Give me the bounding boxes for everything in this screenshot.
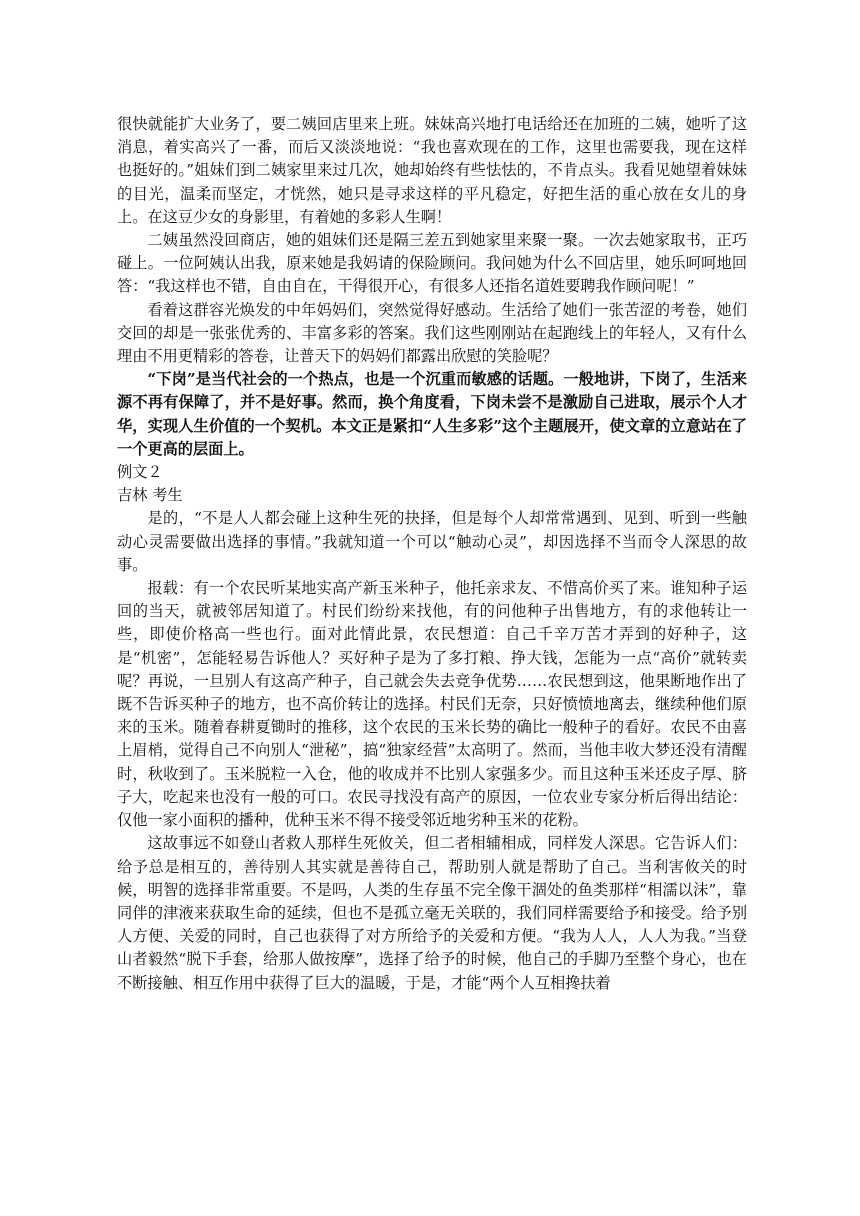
document-page [117, 113, 747, 995]
paragraph-continuation: 很快就能扩大业务了，要二姨回店里来上班。妹妹高兴地打电话给还在加班的二姨，她听了这消息，着实高兴了一番，而后又淡淡地说：“我也喜欢现在的工作，这里也需要我，现在这样也挺好的。”姐妹们到二姨家里来过几次，她却始终有些怯怯的，不肯点头。我看见她望着妹妹的目光，温柔而坚定，才恍然，她只是寻求这样的平凡稳定，好把生活的重心放在女儿的身上。在这豆少女的身影里，有着她的多彩人生啊！ [117, 115, 747, 226]
paragraph-second-aunt-visit: 二姨虽然没回商店，她的姐妹们还是隔三差五到她家里来聚一聚。一次去她家取书，正巧碰上。一位阿姨认出我，原来她是我妈请的保险顾问。我问她为什么不回店里，她乐呵呵地回答：“我这样也不错，自由自在，干得很开心，有很多人还指名道姓要聘我作顾问呢！” [117, 231, 747, 296]
paragraph-reflection: 看着这群容光焕发的中年妈妈们，突然觉得好感动。生活给了她们一张苦涩的考卷，她们交回的却是一张张优秀的、丰富多彩的答案。我们这些刚刚站在起跑线上的年轻人，又有什么理由不用更精彩的答卷，让普天下的妈妈们都露出欣慰的笑脸呢？ [117, 300, 747, 366]
author-line: 吉林 考生 [117, 486, 183, 505]
paragraph-intro: 是的，“不是人人都会碰上这种生死的抉择，但是每个人却常常遇到、见到、听到一些触动心灵需要做出选择的事情。”我就知道一个可以“触动心灵”，却因选择不当而令人深思的故事。 [117, 509, 747, 574]
paragraph-farmer-story: 报载：有一个农民听某地实高产新玉米种子，他托亲求友、不惜高价买了来。谁知种子运回的当天，就被邻居知道了。村民们纷纷来找他，有的问他种子出售地方，有的求他转让一些，即使价格高一些也行。面对此情此景，农民想道：自己千辛万苦才弄到的好种子，这是“机密”，怎能轻易告诉他人？买好种子是为了多打粮、挣大钱，怎能为一点“高价”就转卖呢？再说，一旦别人有这高产种子，自己就会失去竞争优势……农民想到这，他果断地作出了既不告诉买种子的地方，也不高价转让的选择。村民们无奈，只好愤愤地离去，继续种他们原来的玉米。随着春耕夏锄时的推移，这个农民的玉米长势的确比一般种子的看好。农民不由喜上眉梢，觉得自己不向别人“泄秘”，搞“独家经营”太高明了。然而，当他丰收大梦还没有清醒时，秋收到了。玉米脱粒一入仓，他的收成并不比别人家强多少。而且这种玉米还皮子厚、脐子大，吃起来也没有一般的可口。农民寻找没有高产的原因，一位农业专家分析后得出结论：仅他一家小面积的播种，优种玉米不得不接受邻近地劣种玉米的花粉。 [117, 579, 747, 830]
commentary-paragraph: “下岗”是当代社会的一个热点，也是一个沉重而敏感的话题。一般地讲，下岗了，生活来源不再有保障了，并不是好事。然而，换个角度看，下岗未尝不是激励自己进取，展示个人才华，实现人生价值的一个契机。本文正是紧扣“人生多彩”这个主题展开，使文章的立意站在了一个更高的层面上。 [117, 370, 747, 458]
paragraph-lesson: 这故事远不如登山者救人那样生死攸关，但二者相辅相成，同样发人深思。它告诉人们：给予总是相互的，善待别人其实就是善待自己，帮助别人就是帮助了自己。当利害攸关的时候，明智的选择非常重要。不是吗，人类的生存虽不完全像干涸处的鱼类那样“相濡以沫”，靠同伴的津液来获取生命的延续，但也不是孤立毫无关联的，我们同样需要给予和接受。给予别人方便、关爱的同时，自己也获得了对方所给予的关爱和方便。“我为人人，人人为我。”当登山者毅然“脱下手套，给那人做按摩”，选择了给予的时候，他自己的手脚乃至整个身心，也在不断接触、相互作用中获得了巨大的温暖，于是，才能“两个人互相搀扶着 [117, 834, 747, 992]
example-heading: 例文２ [117, 463, 163, 482]
